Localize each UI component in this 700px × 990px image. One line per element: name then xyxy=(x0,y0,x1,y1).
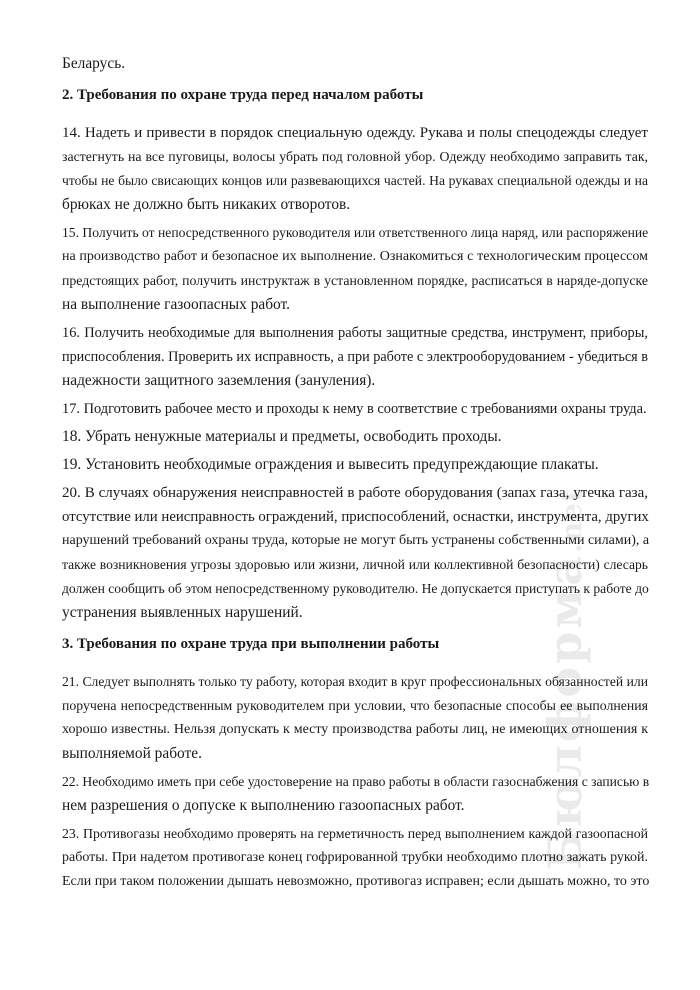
text-line: 17. Подготовить рабочее место и проходы к нему в соответствие с требованиями охраны труда. xyxy=(62,401,647,417)
text-line: также возникновения угрозы здоровью или жизни, личной или коллективной безопасности) слесарь xyxy=(62,557,648,572)
text-line: брюках не должно быть никаких отворотов. xyxy=(62,196,351,213)
text-line: чтобы не было свисающих концов или развевающихся частей. На рукавах специальной одежды и на xyxy=(62,173,648,188)
text-line: нем разрешения о допуске к выполнению газоопасных работ. xyxy=(62,797,465,814)
text-line: на производство работ и безопасное их выполнение. Ознакомиться с технологическим процессом xyxy=(62,249,648,264)
text-line: 14. Надеть и привести в порядок специальную одежду. Рукава и полы спецодежды следует xyxy=(62,125,648,141)
text-line: выполняемой работе. xyxy=(62,745,202,762)
text-line: 18. Убрать ненужные материалы и предметы, освободить проходы. xyxy=(62,428,502,445)
text-line: надежности защитного заземления (зануления). xyxy=(62,372,376,389)
paragraph-16 xyxy=(62,321,648,393)
paragraph-19 xyxy=(62,453,648,477)
text-line: 21. Следует выполнять только ту работу, которая входит в круг профессиональных обязанностей или xyxy=(62,674,648,689)
text-line: отсутствие или неисправность ограждений, приспособлений, оснастки, инструмента, других xyxy=(62,509,649,525)
text-line: 22. Необходимо иметь при себе удостоверение на право работы в области газоснабжения с записью в xyxy=(62,774,650,789)
text-line: 20. В случаях обнаружения неисправностей в работе оборудования (запах газа, утечка газа, xyxy=(62,485,648,501)
paragraph-15 xyxy=(62,221,648,317)
paragraph-17 xyxy=(62,397,648,421)
text-line: приспособления. Проверить их исправность, а при работе с электрооборудованием - убедиться в xyxy=(62,349,648,365)
text-line: предстоящих работ, получить инструктаж в установленном порядке, расписаться в наряде-допуске xyxy=(62,273,648,288)
section-2-heading: 2. Требования по охране труда перед началом работы xyxy=(62,87,424,103)
text-line: должен сообщить об этом непосредственному руководителю. Не допускается приступать к работе до xyxy=(62,581,649,596)
paragraph-14 xyxy=(62,121,648,217)
watermark-suffix: .net xyxy=(555,488,588,553)
section-3-heading: 3. Требования по охране труда при выполнении работы xyxy=(62,636,440,652)
text-line: работы. При надетом противогазе конец гофрированной трубки необходимо плотно зажать рукой. xyxy=(62,850,648,865)
paragraph-18 xyxy=(62,425,648,449)
text-line: хорошо известны. Нельзя допускать к месту производства работы лиц, не имеющих отношения к xyxy=(62,722,648,737)
text-line: 15. Получить от непосредственного руководителя или ответственного лица наряд, или распоряжение xyxy=(62,225,649,240)
watermark-logo xyxy=(538,488,592,870)
text-line: устранения выявленных нарушений. xyxy=(62,604,303,621)
watermark-text: Бюлформа xyxy=(538,552,592,870)
text-line: 19. Установить необходимые ограждения и вывесить предупреждающие плакаты. xyxy=(62,456,599,473)
intro-line: Беларусь. xyxy=(62,55,126,72)
text-line: поручена непосредственным руководителем при условии, что безопасные способы ее выполнения xyxy=(62,698,648,713)
text-line: застегнуть на все пуговицы, волосы убрать под головной убор. Одежду необходимо заправить так, xyxy=(62,149,648,164)
text-line: 16. Получить необходимые для выполнения работы защитные средства, инструмент, приборы, xyxy=(62,325,648,341)
text-line: 23. Противогазы необходимо проверять на герметичность перед выполнением каждой газоопасной xyxy=(62,826,648,841)
text-line: на выполнение газоопасных работ. xyxy=(62,296,290,313)
text-line: нарушений требований охраны труда, которые не могут быть устранены собственными силами), а xyxy=(62,533,650,548)
text-line: Если при таком положении дышать невозможно, противогаз исправен; если дышать можно, то это xyxy=(62,874,650,889)
